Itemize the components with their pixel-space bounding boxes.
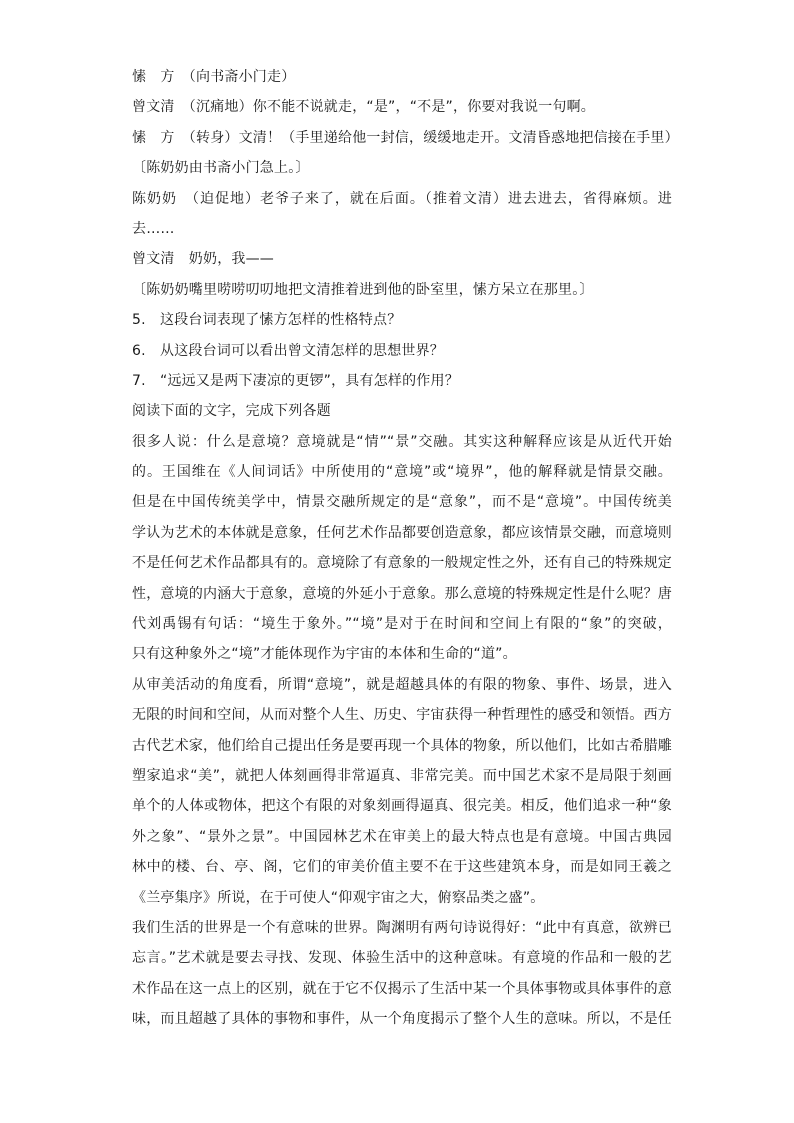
passage-line: 代刘禹锡有句话：“境生于象外。”“境”是对于在时间和空间上有限的“象”的突破， (132, 616, 672, 633)
script-line: 曾文清 （沉痛地）你不能不说就走，“是”，“不是”，你要对我说一句啊。 (132, 99, 596, 116)
script-line: 愫 方 （向书斋小门走） (132, 69, 296, 85)
script-line: 陈奶奶 （迫促地）老爷子来了，就在后面。（推着文清）进去进去，省得麻烦。进 (132, 190, 672, 207)
passage-line: 术作品在这一点上的区别，就在于它不仅揭示了生活中某一个具体事物或具体事件的意 (132, 980, 672, 997)
passage-line: 从审美活动的角度看，所谓“意境”，就是超越具体的有限的物象、事件、场景，进入 (132, 676, 672, 693)
passage-line: 不是任何艺术作品都具有的。意境除了有意象的一般规定性之外，还有自己的特殊规定 (132, 555, 672, 572)
passage-line: 单个的人体或物体，把这个有限的对象刻画得逼真、很完美。相反，他们追求一种“象 (132, 798, 672, 815)
question-item (132, 336, 672, 366)
stage-direction: 〔陈奶奶嘴里唠唠叨叨地把文清推着进到他的卧室里，愫方呆立在那里。〕 (132, 281, 594, 298)
reading-instruction: 阅读下面的文字，完成下列各题 (132, 403, 331, 420)
question-text: 这段台词表现了愫方怎样的性格特点？ (160, 312, 402, 329)
question-text: “远远又是两下凄凉的更锣”，具有怎样的作用？ (160, 372, 459, 389)
document-page (132, 62, 679, 1035)
passage-line: 忘言。”艺术就是要去寻找、发现、体验生活中的这种意味。有意境的作品和一般的艺 (132, 950, 672, 967)
question-number: 6. (132, 342, 146, 359)
question-item (132, 305, 672, 335)
passage-line: 塑家追求“美”，就把人体刻画得非常逼真、非常完美。而中国艺术家不是局限于刻画 (132, 767, 672, 784)
passage-line: 的。王国维在《人间词话》中所使用的“意境”或“境界”，他的解释就是情景交融。 (132, 464, 672, 481)
passage-line: 很多人说：什么是意境？意境就是“情”“景”交融。其实这种解释应该是从近代开始 (132, 433, 672, 450)
question-number: 5. (132, 312, 146, 329)
question-item (132, 366, 672, 396)
passage-line: 外之象”、“景外之景”。中国园林艺术在审美上的最大特点也是有意境。中国古典园 (132, 828, 672, 845)
passage-line: 《兰亭集序》所说，在于可使人“仰观宇宙之大，俯察品类之盛”。 (132, 889, 545, 906)
passage-line: 只有这种象外之“境”才能体现作为宇宙的本体和生命的“道”。 (132, 646, 517, 663)
passage-line: 味，而且超越了具体的事物和事件，从一个角度揭示了整个人生的意味。所以，不是任 (132, 1011, 672, 1028)
passage-line: 性，意境的内涵大于意象，意境的外延小于意象。那么意境的特殊规定性是什么呢？唐 (132, 585, 672, 602)
script-line: 去…… (132, 220, 175, 237)
stage-direction: 〔陈奶奶由书斋小门急上。〕 (132, 160, 310, 177)
passage-line: 古代艺术家，他们给自己提出任务是要再现一个具体的物象，所以他们，比如古希腊雕 (132, 737, 672, 754)
question-number: 7. (132, 372, 146, 389)
script-line: 愫 方 （转身）文清！（手里递给他一封信，缓缓地走开。文清昏惑地把信接在手里） (132, 129, 679, 146)
passage-line: 我们生活的世界是一个有意味的世界。陶渊明有两句诗说得好：“此中有真意，欲辨已 (132, 919, 672, 936)
question-text: 从这段台词可以看出曾文清怎样的思想世界？ (160, 342, 444, 359)
passage-line: 学认为艺术的本体就是意象，任何艺术作品都要创造意象，都应该情景交融，而意境则 (132, 524, 672, 541)
passage-line: 林中的楼、台、亭、阁，它们的审美价值主要不在于这些建筑本身，而是如同王羲之 (132, 859, 672, 876)
script-line: 曾文清 奶奶，我—— (132, 251, 274, 268)
passage-line: 但是在中国传统美学中，情景交融所规定的是“意象”，而不是“意境”。中国传统美 (132, 494, 672, 511)
passage-line: 无限的时间和空间，从而对整个人生、历史、宇宙获得一种哲理性的感受和领悟。西方 (132, 707, 672, 724)
